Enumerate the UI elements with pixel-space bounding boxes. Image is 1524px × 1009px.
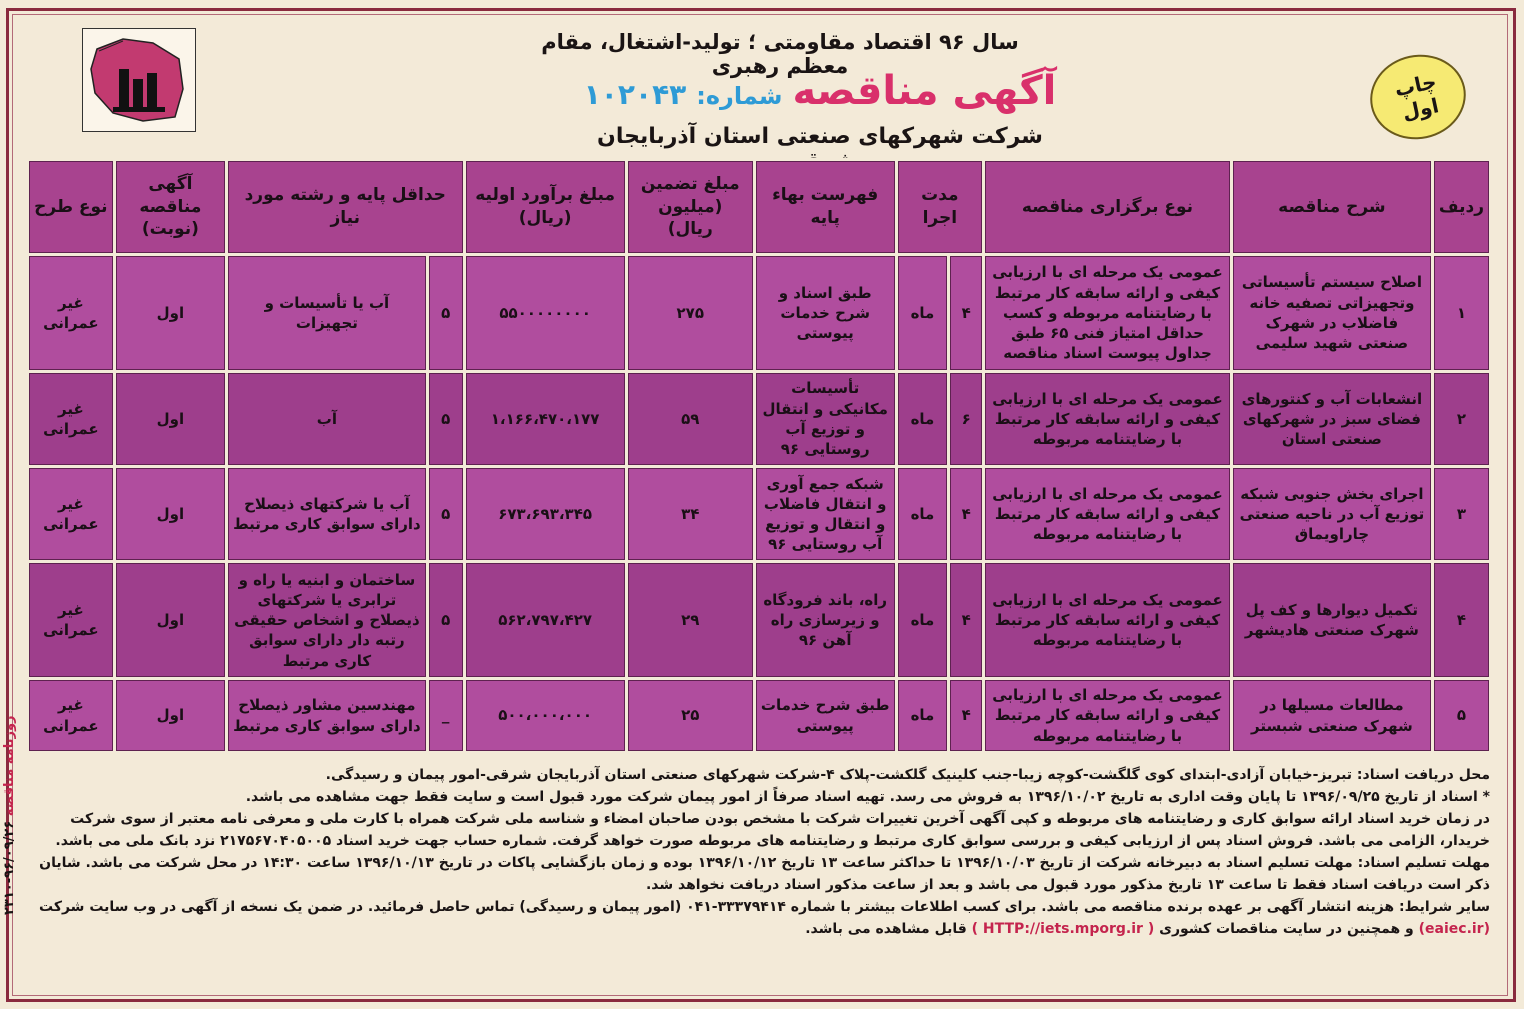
cell-round: اول	[116, 563, 225, 677]
cell-price-list: راه، باند فرودگاه و زیرسازی راه آهن ۹۶	[756, 563, 895, 677]
cell-duration-unit: ماه	[898, 468, 948, 560]
cell-desc: تکمیل دیوارها و کف پل شهرک صنعتی هادیشهر	[1233, 563, 1431, 677]
footer-notes	[30, 764, 1490, 940]
cell-duration-num: ۴	[950, 468, 982, 560]
cell-guarantee: ۲۷۵	[628, 256, 753, 370]
cell-type: عمومی یک مرحله ای با ارزیابی کیفی و ارائه سابقه کار مرتبط با رضایتنامه مربوطه	[985, 468, 1230, 560]
header-plan: نوع طرح	[29, 161, 113, 253]
table-row	[29, 680, 1489, 751]
cell-guarantee: ۳۴	[628, 468, 753, 560]
cell-grade-num: ۵	[429, 468, 463, 560]
cell-row: ۱	[1434, 256, 1489, 370]
cell-duration-unit: ماه	[898, 680, 948, 751]
cell-row: ۲	[1434, 373, 1489, 465]
cell-price-list: طبق اسناد و شرح خدمات پیوستی	[756, 256, 895, 370]
side-date: ۹۶/۰۹/۲۶-۲۳۱۰	[2, 820, 17, 915]
purchase-text: در زمان خرید اسناد ارائه سوابق کاری و رضایتنامه های مربوطه و کپی آگهی آخرین تغییرات شرکت با مشخص بودن صاحبان امضاء و شناسه ملی شرکت همراه با کارت ملی و معرفی نامه معتبر از سوی شرکت خریدار، الزامی می باشد. فروش اسناد پس از ارزیابی کیفی و بررسی سوابق کاری مرتبط و رضایتنامه های مربوطه صورت خواهد گرفت. شماره حساب جهت خرید اسناد ۲۱۷۵۶۷۰۴۰۵۰۰۵ نزد بانک ملی می باشد.	[55, 811, 1490, 849]
cell-price-list: شبکه جمع آوری و انتقال فاضلاب و انتقال و توزیع آب روستایی ۹۶	[756, 468, 895, 560]
cell-round: اول	[116, 468, 225, 560]
other-text2: و همچنین در سایت مناقصات کشوری	[1159, 921, 1414, 937]
cell-grade-field: ساختمان و ابنیه یا راه و ترابری یا شرکتهای ذیصلاح و اشخاص حقیقی رتبه دار دارای سوابق کاری مرتبط	[228, 563, 426, 677]
cell-row: ۵	[1434, 680, 1489, 751]
cell-row: ۴	[1434, 563, 1489, 677]
page-title: آگهی مناقصه	[792, 68, 1057, 114]
cell-desc: مطالعات مسیلها در شهرک صنعتی شبستر	[1233, 680, 1431, 751]
docs-label: محل دریافت اسناد:	[1356, 767, 1490, 783]
tender-table	[26, 158, 1492, 754]
cell-type: عمومی یک مرحله ای با ارزیابی کیفی و ارائه سابقه کار مرتبط با رضایتنامه مربوطه و کسب حداقل امتیاز فنی ۶۵ طبق جداول پیوست اسناد مناقصه	[985, 256, 1230, 370]
other-conditions	[30, 896, 1490, 940]
cell-row: ۳	[1434, 468, 1489, 560]
cell-desc: انشعابات آب و کنتورهای فضای سبز در شهرکهای صنعتی استان	[1233, 373, 1431, 465]
cell-round: اول	[116, 680, 225, 751]
cell-grade-field: مهندسین مشاور ذیصلاح دارای سوابق کاری مرتبط	[228, 680, 426, 751]
cell-type: عمومی یک مرحله ای با ارزیابی کیفی و ارائه سابقه کار مرتبط با رضایتنامه مربوطه	[985, 563, 1230, 677]
table-row	[29, 468, 1489, 560]
header-guarantee: مبلغ تضمین (میلیون ریال)	[628, 161, 753, 253]
cell-duration-unit: ماه	[898, 563, 948, 677]
side-brand: روزنامه مناقصه	[2, 715, 17, 816]
other-label: سایر شرایط:	[1399, 899, 1490, 915]
deadline	[30, 852, 1490, 896]
deadline-label: مهلت تسلیم اسناد:	[1357, 855, 1490, 871]
title-row	[560, 68, 1080, 114]
cell-duration-num: ۴	[950, 680, 982, 751]
cell-grade-num: ۵	[429, 563, 463, 677]
cell-type: عمومی یک مرحله ای با ارزیابی کیفی و ارائه سابقه کار مرتبط با رضایتنامه مربوطه	[985, 373, 1230, 465]
slogan: سال ۹۶ اقتصاد مقاومتی ؛ تولید-اشتغال، مقام معظم رهبری	[541, 30, 1019, 78]
cell-price-list: طبق شرح خدمات پیوستی	[756, 680, 895, 751]
cell-duration-num: ۴	[950, 256, 982, 370]
table-row	[29, 373, 1489, 465]
cell-grade-num: ۵	[429, 256, 463, 370]
docs-text: تبریز-خیابان آزادی-ابتدای کوی گلگشت-کوچه زیبا-جنب کلینیک گلکشت-پلاک ۴-شرکت شهرکهای صنعتی استان آذربایجان شرقی-امور پیمان و رسیدگی.	[325, 767, 1353, 783]
cell-plan: غیر عمرانی	[29, 373, 113, 465]
deadline-text: مهلت تسلیم اسناد به دبیرخانه شرکت از تاریخ ۱۳۹۶/۱۰/۰۳ تا حداکثر ساعت ۱۳ تاریخ ۱۳۹۶/۱۰/۱۲ بوده و زمان بازگشایی پاکات در تاریخ ۱۳۹۶/۱۰/۱۳ ساعت ۱۴:۳۰ در محل شرکت می باشد. شایان ذکر است دریافت اسناد فقط تا ساعت ۱۳ تاریخ مذکور مورد قبول می باشد و بعد از ساعت مذکور اسناد دریافت نخواهد شد.	[39, 855, 1490, 893]
cell-duration-num: ۶	[950, 373, 982, 465]
cell-grade-field: آب	[228, 373, 426, 465]
cell-estimate: ۵۵۰۰۰۰۰۰۰۰	[466, 256, 625, 370]
cell-estimate: ۵۶۲،۷۹۷،۴۲۷	[466, 563, 625, 677]
header-grade: حداقل پایه و رشته مورد نیاز	[228, 161, 462, 253]
sale-text: * اسناد از تاریخ ۱۳۹۶/۰۹/۲۵ تا پایان وقت اداری به تاریخ ۱۳۹۶/۱۰/۰۲ به فروش می رسد. تهیه اسناد صرفاً از امور پیمان شرکت مورد قبول است و سایت فقط جهت مشاهده می باشد.	[245, 789, 1490, 805]
header-price-list: فهرست بهاء پایه	[756, 161, 895, 253]
other-text: هزینه انتشار آگهی بر عهده برنده مناقصه می باشد. برای کسب اطلاعات بیشتر با شماره ۳۳۳۷۹۴۱۴-۰۴۱ (امور پیمان و رسیدگی) تماس حاصل فرمائید. در ضمن یک نسخه از آگهی در وب سایت شرکت	[39, 899, 1395, 915]
cell-plan: غیر عمرانی	[29, 468, 113, 560]
cell-grade-num: ۵	[429, 373, 463, 465]
other-text3: قابل مشاهده می باشد.	[805, 921, 967, 937]
cell-guarantee: ۵۹	[628, 373, 753, 465]
site-link[interactable]: (eaiec.ir)	[1418, 921, 1490, 937]
cell-estimate: ۵۰۰،۰۰۰،۰۰۰	[466, 680, 625, 751]
cell-plan: غیر عمرانی	[29, 680, 113, 751]
cell-desc: اجرای بخش جنوبی شبکه توزیع آب در ناحیه صنعتی چاراویماق	[1233, 468, 1431, 560]
cell-grade-field: آب یا تأسیسات و تجهیزات	[228, 256, 426, 370]
company-logo	[82, 28, 196, 132]
header-row: ردیف	[1434, 161, 1489, 253]
company-name: شرکت شهرکهای صنعتی استان آذربایجان	[597, 124, 1043, 149]
cell-guarantee: ۲۵	[628, 680, 753, 751]
stamp-line2: اول	[1400, 93, 1441, 125]
table-row	[29, 256, 1489, 370]
cell-estimate: ۶۷۳،۶۹۳،۳۴۵	[466, 468, 625, 560]
header-estimate: مبلغ برآورد اولیه (ریال)	[466, 161, 625, 253]
cell-plan: غیر عمرانی	[29, 256, 113, 370]
docs-location	[30, 764, 1490, 786]
cell-guarantee: ۲۹	[628, 563, 753, 677]
tender-number: ۱۰۲۰۴۳	[583, 78, 687, 111]
header-duration: مدت اجرا	[898, 161, 982, 253]
cell-estimate: ۱،۱۶۶،۴۷۰،۱۷۷	[466, 373, 625, 465]
header-desc: شرح مناقصه	[1233, 161, 1431, 253]
cell-type: عمومی یک مرحله ای با ارزیابی کیفی و ارائه سابقه کار مرتبط با رضایتنامه مربوطه	[985, 680, 1230, 751]
cell-round: اول	[116, 256, 225, 370]
cell-price-list: تأسیسات مکانیکی و انتقال و توزیع آب روستایی ۹۶	[756, 373, 895, 465]
table-row	[29, 563, 1489, 677]
cell-duration-unit: ماه	[898, 373, 948, 465]
side-caption	[2, 650, 22, 980]
cell-grade-num: _	[429, 680, 463, 751]
stamp-line1: چاپ	[1392, 69, 1439, 102]
header-round: آگهی مناقصه (نوبت)	[116, 161, 225, 253]
cell-duration-num: ۴	[950, 563, 982, 677]
cell-desc: اصلاح سیستم تأسیساتی وتجهیزاتی تصفیه خانه فاضلاب در شهرک صنعتی شهید سلیمی	[1233, 256, 1431, 370]
cell-duration-unit: ماه	[898, 256, 948, 370]
cell-plan: غیر عمرانی	[29, 563, 113, 677]
header-type: نوع برگزاری مناقصه	[985, 161, 1230, 253]
number-label: شماره:	[696, 82, 783, 110]
cell-grade-field: آب یا شرکتهای ذیصلاح دارای سوابق کاری مرتبط	[228, 468, 426, 560]
site-link-2[interactable]: ( HTTP://iets.mporg.ir )	[971, 921, 1155, 937]
cell-round: اول	[116, 373, 225, 465]
